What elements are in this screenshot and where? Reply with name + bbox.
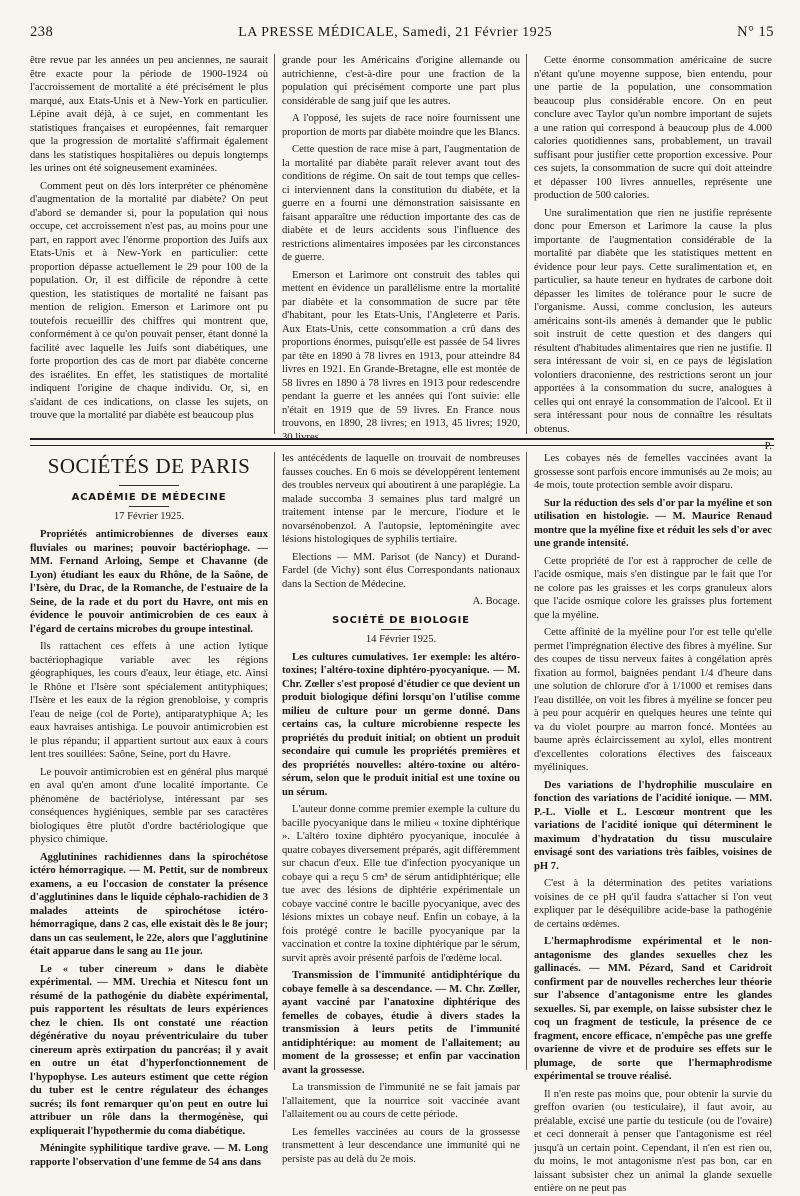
society-name: SOCIÉTÉ DE BIOLOGIE	[332, 614, 470, 626]
paragraph: A l'opposé, les sujets de race noire fournissent une proportion de morts par diabète moindre que les Blancs.	[282, 113, 521, 138]
paragraph: Cette affinité de la myéline pour l'or est telle qu'elle permet l'imprégnation élective des fibres à myéline. Sur des coupes de tissu nerveux faites à congélation après fixation au formol, baignées pendant 1/4 d'heure dans une solution de chlorure d'or à 1/1000 et remises dans l'eau distillée, on voit les fibres à myéline se foncer peu à peu pour acquérir en quelques heures une teinte qui va du violet pourpre au marron foncé. Montées au baume après éclaircissement au xylol, elles montrent d'excellentes colorations électives des faisceaux myéliniques.	[534, 627, 772, 773]
article-column-1	[30, 54, 268, 434]
paragraph: Ils rattachent ces effets à une action lytique bactériophagique variable avec les régions géographiques, les cours d'eaux, leur étiage, etc. Ainsi le Rhône et l'Isère sont spécialement antityphiques; l'Isère et les eaux de la région grenobloise, y compris l'eau de neige (col de Porte), antiparatyphique A; les eaux havraises antishiga. Le pouvoir antimicrobien est le plus répandu; il appartient surtout aux eaux à cours lent tres souillées: Saône, Seine, port du Havre.	[30, 641, 268, 760]
societies-column-1	[30, 452, 268, 1168]
communication: Sur la réduction des sels d'or par la myéline et son utilisation en histologie. — M. Maurice Renaud montre que la myéline fixe et réduit les sels d'or avec une grande intensité.	[534, 497, 772, 549]
paragraph: Emerson et Larimore ont construit des tables qui mettent en évidence un parallélisme entre la mortalité par diabète et la consommation de sucre par tête d'habitant, pour les Etats-Unis, l'Angleterre et Paris. Aux Etats-Unis, cette consommation a crû dans des proportions énormes, puisqu'elle est passée de 54 livres par tête en 1890 à 78 livres en 1913, pour atteindre 84 livres en 1921. En Grande-Bretagne, elle est montée de 58 livres en 1890 à 78 livres en 1913 pour redescendre pendant la guerre et les années qui l'ont suivie: elle n'était en 1919 que de 59 livres. En France nous trouvons, en 1890, 28 livres; en 1913, 45 livres; 1920, 30 livres.	[282, 269, 520, 443]
section-divider	[30, 438, 774, 446]
page-header	[30, 24, 774, 41]
paragraph: Comment peut on dès lors interpréter ce phénomène d'augmentation de la mortalité par diabète? On peut d'abord se demander si, pour la population qui nous occupe, cet accroissement n'est pas, au moins pour une part, en rapport avec l'énorme proportion des Juifs aux Etats-Unis et à New-York en particulier: cette proportion dépasse actuellement le 29 pour 100 de la population. Or, il est difficile de répondre à cette question, les statistiques de mortalité ne faisant pas mention de religion. Emerson et Larimore ont pu toutefois recueillir des chiffres qui montrent que, conformément à ce qu'on pouvait penser, étant donné la facilité avec laquelle les Juifs sont diabétiques, une forte proportion des cas de mort par diabète concerne des israélites. En effet, les statistiques de mortalité indiquent l'origine de chaque individu. Or, si, en s'aidant de ces indications, on classe les sujets, on trouve que la mortalité par diabète est beaucoup plus	[30, 180, 268, 421]
session-date: 14 Février 1925.	[365, 633, 437, 645]
communication: Le « tuber cinereum » dans le diabète expérimental. — MM. Urechia et Nitescu font un résumé de la pathogénie du diabète expérimental, puis rapportent les résultats de leurs expériences chez le chien. Ils ont constaté une réaction dégénérative du noyau préventriculaire du tuber cinereum après extirpation du pancréas; il y avait en outre un état d'hyperfonctionnement de l'hypophyse. Les auteurs estiment que cette région du tuber est le centre régulateur des échanges sucrés; ils font remarquer qu'on peut en outre lui attribuer un rôle dans la thermogénèse, qui expliquerait l'hypothermie du coma diabétique.	[30, 963, 268, 1137]
paragraph: C'est à la détermination des petites variations voisines de ce pH qu'il faudra s'attacher si l'on veut expliquer par le déséquilibre acide-base la pathogénie de certains œdèmes.	[534, 878, 772, 930]
societies-column-3	[534, 452, 772, 1194]
newspaper-page	[30, 24, 774, 1194]
paragraph: Les cobayes nés de femelles vaccinées avant la grossesse sont parfois encore immunisés au 2e mois; au 4e mois, toute protection semble avoir disparu.	[534, 453, 772, 491]
paragraph: Cette propriété de l'or est à rapprocher de celle de l'acide osmique, mais s'en distingue par le fait que l'or ne colore pas les graisses et les corps granuleux alors que l'acide osmique colore les graisses plus fortement que la myéline.	[534, 555, 772, 621]
paragraph: être revue par les années un peu anciennes, ne saurait être exacte pour la période de 1900-1924 où l'accroissement de mortalité a été précisément le plus marqué, aux Etats-Unis et à New-York en particulier. Lépine avait déjà, à ce sujet, en commentant les statistiques françaises et européennes, fait remarquer que la progression de mortalité s'affirmait également dans les statistiques hospitalières ou depuis longtemps les urines ont été soigneusement examinées.	[30, 55, 268, 174]
page-number: 238	[30, 24, 54, 40]
communication: Agglutinines rachidiennes dans la spirochétose ictéro hémorragique. — M. Pettit, sur de nombreux examens, a eu l'occasion de constater la présence d'agglutinines dans le liquide céphalo-rachidien de 3 malades atteints de spirochétose ictéro-hémorragique, dans 2 cas, elle existait dès le 8e jour; dans un cas seulement, le 22e, alors que l'agglutinine était apparue dans le sang au 11e jour.	[30, 851, 268, 957]
society-name: ACADÉMIE DE MÉDECINE	[71, 492, 227, 503]
session-date: 17 Février 1925.	[113, 511, 185, 522]
paragraph: grande pour les Américains d'origine allemande ou autrichienne, c'est-à-dire pour une fraction de la population qui précisément comporte une part plus considérable de sang juif que les autres.	[282, 55, 520, 107]
communication: Transmission de l'immunité antidiphtérique du cobaye femelle à sa descendance. — M. Chr. Zœller, ayant vacciné par l'anatoxine diphtérique des femelles de cobayes, étudie à divers stades la transmission à leurs petits de l'immunité antidiphtérique: au moment de l'allaitement; au moment de la grossesse; et enfin par vaccination avant la grossesse.	[282, 970, 520, 1076]
societies-columns	[30, 452, 774, 1194]
journal-title: LA PRESSE MÉDICALE, Samedi, 21 Février 1925	[238, 25, 553, 40]
paragraph: Cette question de race mise à part, l'augmentation de la mortalité par diabète paraît relever avant tout des conditions de régime. On sait de tout temps que celles-ci interviennent dans la constitution du diabète, et la guerre en a fourni une démonstration saisissante en faisant apparaître une réduction importante des cas de diabète et de leurs accidents sous l'influence des restrictions alimentaires imposées par les circonstances de guerre.	[282, 144, 520, 263]
communication: Propriétés antimicrobiennes de diverses eaux fluviales ou marines; pouvoir bactériophage. — MM. Fernand Arloing, Sempe et Chavanne (de Lyon) étudiant les eaux du Rhône, de la Saône, de l'Isère, du Drac, de la Romanche, de l'estuaire de la Seine, de la rade et du port du Havre, ont mis en évidence le pouvoir antimicrobien de ces eaux à l'égard de certains microbes du groupe intestinal.	[30, 529, 268, 635]
paragraph: Il n'en reste pas moins que, pour obtenir la survie du greffon ovarien (ou testiculaire), il faut avoir, au préalable, excisé une partie du testicule (ou de l'ovaire) et ceci donnerait à penser que l'antagonisme est réel jusqu'à un certain point. Cependant, il n'en est rien ou, du moins, le mot antagonisme n'est pas bon, car en laissant subsister chez un animal la glande sexuelle entière on ne peut pas	[534, 1088, 772, 1194]
author-signature: A. Bocage.	[472, 596, 520, 607]
societies-column-2	[282, 452, 520, 1165]
paragraph: les antécédents de laquelle on trouvait de nombreuses fausses couches. En 6 mois se développèrent lentement des troubles nerveux qui aboutirent à une paraplégie. La malade succomba 3 semaines plus tard malgré un traitement intense par le mercure, l'iodure et le novarsénobenzol. A l'autopsie, leptoméningite avec lésions histologiques de syphilis tertiaire.	[282, 453, 520, 545]
article-column-3	[534, 54, 772, 452]
society-rule	[129, 506, 169, 507]
article-column-2	[282, 54, 521, 443]
paragraph: Elections — MM. Parisot (de Nancy) et Durand-Fardel (de Vichy) sont élus Correspondants nationaux dans la Section de Médecine.	[282, 551, 520, 590]
communication: L'hermaphrodisme expérimental et le non-antagonisme des glandes sexuelles chez les gallinacés. — MM. Pézard, Sand et Caridroit confirment par de nouvelles recherches leur théorie sur l'absence d'antagonisme entre les glandes sexuelles. Si, par exemple, on laisse subsister chez le coq un fragment de testicule, la présence de ce fragment, encore efficace, n'empêche pas une greffe ovarienne de vivre et de produire ses effets sur le plumage, de sorte que l'hermaphrodisme expérimental se trouve réalisé.	[534, 936, 772, 1082]
article-columns	[30, 54, 774, 452]
paragraph: L'auteur donne comme premier exemple la culture du bacille pyocyanique dans le milieu « toxine diphtérique ». L'altéro toxine diphtéro pyocyanique, inoculée à quatre cobayes diversement préparés, agit différemment sur chacun d'eux. Elle tue d'infection pyocyanique un cobaye qui a reçu 5 cm³ de sérum antidiphtérique; elle tue avec des lésions de diphtérie expérimentale un cobaye vacciné contre le bacille pyocyanique, avec des lésions mixtes un cobaye neuf. Enfin un cobaye, à la fois protégé contre le bacille pyocyanique par la vaccination et contre la toxine diphtérique par le sérum, survit après avoir présenté parfois de l'œdème local.	[282, 804, 520, 964]
paragraph: Les femelles vaccinées au cours de la grossesse transmettent à leur descendance une immunité qui ne persiste pas au delà du 2e mois.	[282, 1126, 520, 1165]
paragraph: Une suralimentation que rien ne justifie représente donc pour Emerson et Larimore la cause la plus importante de l'augmentation considérable de la mortalité par diabète que les statistiques mettent en évidence pour leur pays. Cette suralimentation et, en particulier, sa haute teneur en hydrates de carbone doit dépasser les limites de tolérance pour le sucre de l'organisme. Aussi, comme conclusion, les auteurs américains sont-ils amenés à demander que le public soit instruit de cette question et des dangers qui résultent d'habitudes alimentaires que rien ne justifie. Il sera intéressant de voir si, en ce pays de législation volontiers draconienne, des restrictions seront un jour apportées à la consommation du sucre, analogues à celles qui ont enrayé la consommation de l'alcool. Et il sera intéressant pour nous de connaître les résultats obtenus.	[534, 207, 772, 435]
communication: Des variations de l'hydrophilie musculaire en fonction des variations de l'acidité ionique. — MM. P.-L. Violle et L. Lescœur montrent que les variations de l'acidité ionique qui déterminent le maximum d'hydratation du tissu musculaire envisagé sont des variations très faibles, voisines de pH 7.	[534, 779, 772, 872]
paragraph: Cette énorme consommation américaine de sucre n'étant qu'une moyenne suppose, bien entendu, pour une partie de la population, une consommation beaucoup plus considérable encore. On en peut conclure avec Taylor qu'un nombre important de sujets a une ration qui correspond à beaucoup plus de 4.000 calories quotidiennes sans, probablement, un travail suffisant pour justifier cette proportion excessive. Pour ces sujets, la consommation de sucre qui doit atteindre et dépasser 100 livres annuelles, représente une production de 500 calories.	[534, 55, 772, 201]
communication: Méningite syphilitique tardive grave. — M. Long rapporte l'observation d'une femme de 54 ans dans	[30, 1143, 268, 1168]
section-heading: SOCIÉTÉS DE PARIS	[47, 454, 251, 478]
issue-number: N° 15	[737, 24, 774, 40]
society-rule	[381, 629, 421, 630]
author-signature: P.	[764, 441, 772, 452]
heading-rule	[119, 485, 179, 486]
paragraph: La transmission de l'immunité ne se fait jamais par l'allaitement, que la nourrice soit vaccinée avant l'allaitement ou au cours de cette période.	[282, 1082, 520, 1120]
communication: Les cultures cumulatives. 1er exemple: les altéro-toxines; l'altéro-toxine diphtéro-pyocyanique. — M. Chr. Zœller s'est proposé d'étudier ce que devient un produit biologique défini lorsqu'on l'utilise comme milieu de culture pour un germe donné. Dans certains cas, la culture microbienne respecte les propriétés du produit initial; on obtient un produit secondaire qui cumule les propriétés premières et des propriétés nouvelles: altéro-toxine ou altéro-sérum, selon que le produit initial est une toxine ou un sérum.	[282, 651, 520, 798]
paragraph: Le pouvoir antimicrobien est en général plus marqué en aval qu'en amont d'une localité importante. Ce phénomène de bactériolyse, intéressant par ses conséquences hygiéniques, semble par ses caractères biologiques être plutôt d'ordre bactériologique que physico chimique.	[30, 766, 268, 845]
